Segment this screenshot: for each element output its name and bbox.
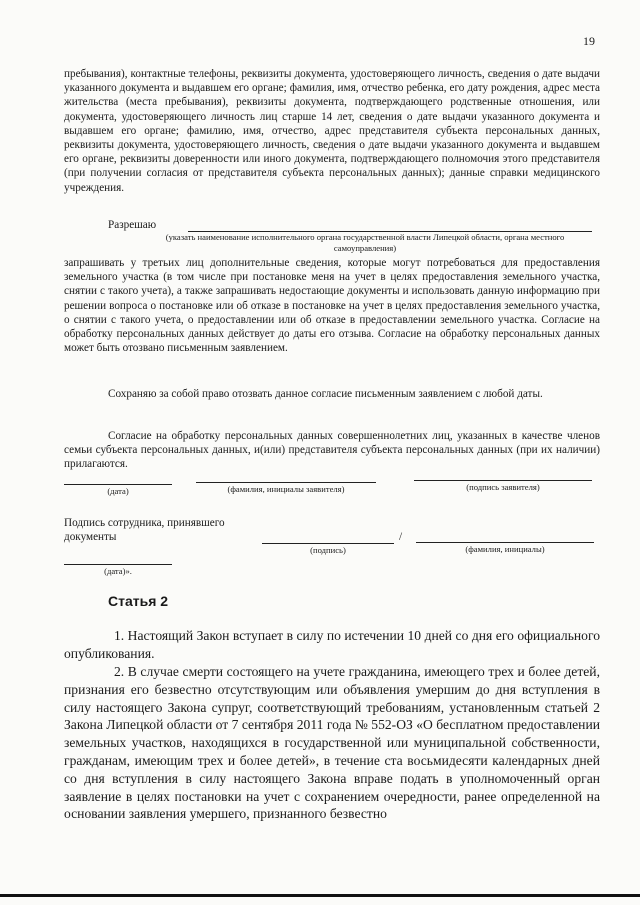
employee-sign-caption: (подпись)	[310, 545, 346, 555]
page-number: 19	[583, 34, 595, 48]
employee-name-line	[416, 542, 594, 543]
signature-line	[414, 480, 592, 481]
paragraph-request	[64, 256, 600, 355]
date-line	[64, 484, 172, 485]
article-paragraph-2	[64, 663, 600, 823]
article-paragraph-1	[64, 627, 600, 663]
paragraph-text: Согласие на обработку персональных данных совершеннолетних лиц, указанных в качестве членов семьи субъекта персональных данных, и(или) представителя субъекта персональных данных (при их наличии) прилагаются.	[64, 430, 600, 471]
paragraph-personal-data	[64, 67, 600, 195]
name-caption: (фамилия, инициалы заявителя)	[227, 484, 345, 494]
date-caption: (дата)	[107, 486, 129, 496]
scan-bottom-edge	[0, 894, 640, 897]
paragraph-text: запрашивать у третьих лиц дополнительные сведения, которые могут потребоваться для предоставления земельного участка (в том числе при постановке меня на учет в целях предоставления земельного участка, снятии с такого учета), а также запрашивать недостающие документы и использовать данную информацию при решении вопроса о постановке или об отказе в постановке на учет в целях предоставления земельного участка, о снятии с такого учета, о предоставлении или об отказе в предоставлении земельного участка. Согласие на обработку персональных данных действует до даты его отзыва. Согласие на обработку персональных данных может быть отозвано письменным заявлением.	[64, 257, 600, 355]
signature-caption: (подпись заявителя)	[466, 482, 540, 492]
employee-sign-line	[262, 543, 394, 544]
employee-date-caption: (дата)».	[104, 566, 132, 576]
employee-signature-label: Подпись сотрудника, принявшего документы	[64, 517, 225, 543]
paragraph-text: 2. В случае смерти состоящего на учете гражданина, имеющего трех и более детей, признания его безвестно отсутствующим или объявления умершим до дня вступления в силу настоящего Закона супруг, соответствующий требованиям, установленным статьей 2 Закона Липецкой области от 7 сентября 2011 года № 552-ОЗ «О бесплатном предоставлении земельных участков, находящихся в государственной или муниципальной собственности, гражданам, имеющим трех и более детей», в течение ста восьмидесяти календарных дней со дня вступления в силу настоящего Закона вправе подать в уполномоченный орган заявление в целях постановки на учет с сохранением очередности, ранее определенной на основании заявления умершего, признанного безвестно	[64, 664, 600, 822]
permit-label: Разрешаю	[108, 219, 157, 231]
name-line	[196, 482, 376, 483]
slash-separator: /	[399, 531, 403, 543]
paragraph-reserve	[64, 387, 600, 401]
paragraph-text: пребывания), контактные телефоны, реквизиты документа, удостоверяющего личность, сведения о дате выдачи указанного документа и выдавшем его органе; фамилия, имя, отчество ребенка, его дату рождения, адрес места жительства (места пребывания), реквизиты документа, подтверждающего родственные отношения, или документа, удостоверяющего личность лиц старше 14 лет, сведения о дате выдачи указанного документа и выдавшем его органе; фамилию, имя, отчество, адрес представителя субъекта персональных данных, реквизиты документа, удостоверяющего личность, сведения о дате выдачи указанного документа и выдавшем его органе, реквизиты доверенности или иного документа, подтверждающего полномочия этого представителя (при получении согласия от представителя субъекта персональных данных); данные справки медицинского учреждения.	[64, 68, 600, 194]
article-heading: Статья 2	[108, 593, 169, 609]
paragraph-text: Сохраняю за собой право отозвать данное согласие письменным заявлением с любой даты.	[108, 388, 543, 400]
employee-name-caption: (фамилия, инициалы)	[465, 544, 545, 554]
employee-date-line	[64, 564, 172, 565]
paragraph-minors	[64, 429, 600, 472]
permit-caption: (указать наименование исполнительного органа государственной власти Липецкой области, органа местного самоуправления)	[165, 232, 565, 253]
paragraph-text: 1. Настоящий Закон вступает в силу по истечении 10 дней со дня его официального опубликования.	[64, 628, 600, 661]
